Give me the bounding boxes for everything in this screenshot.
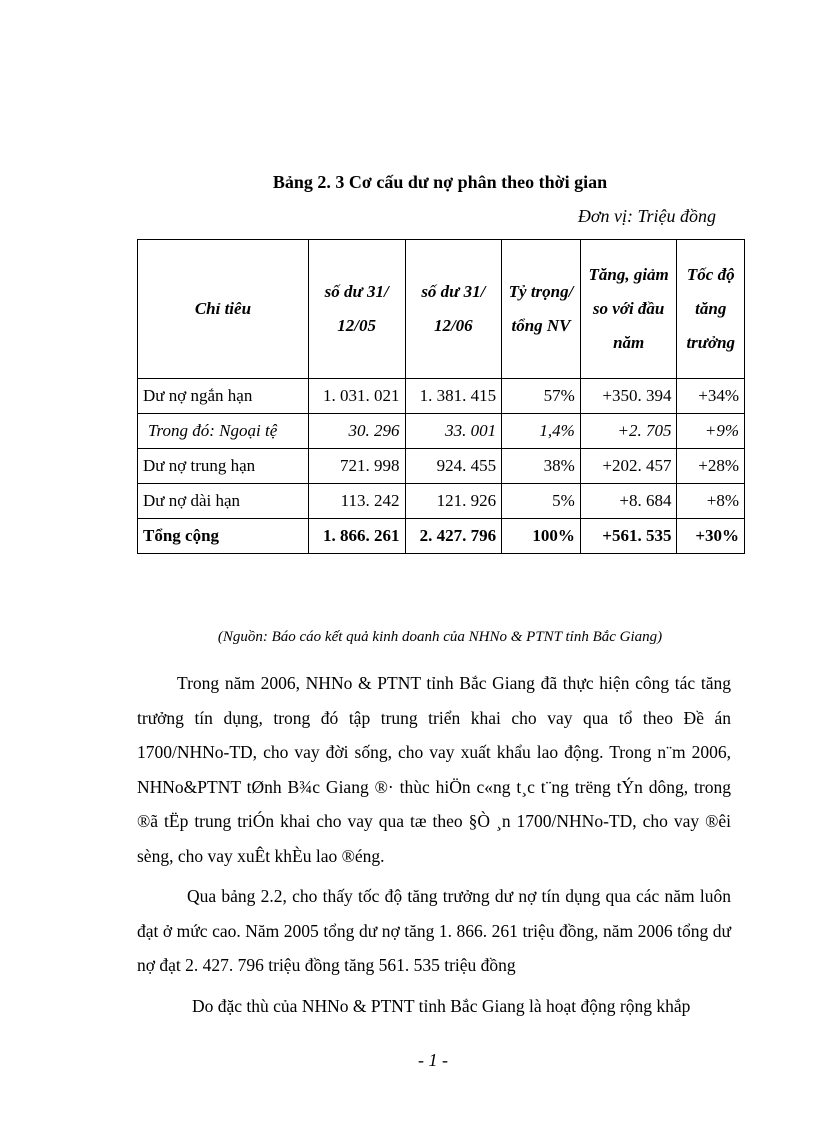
table-cell: +350. 394 xyxy=(580,379,677,414)
table-cell: 57% xyxy=(502,379,581,414)
table-cell: 924. 455 xyxy=(405,449,502,484)
paragraph: Qua bảng 2.2, cho thấy tốc độ tăng trưởng dư nợ tín dụng qua các năm luôn đạt ở mức cao. Năm 2005 tổng dư nợ tăng 1. 866. 261 triệu đồng, năm 2006 tổng dư nợ đạt 2. 427. 796 triệu đồng tăng 561. 535 triệu đồng xyxy=(137,886,731,975)
table-cell: +8% xyxy=(677,484,745,519)
table-cell: 33. 001 xyxy=(405,414,502,449)
table-header-row xyxy=(138,240,745,379)
table-row xyxy=(138,484,745,519)
paragraph: Do đặc thù của NHNo & PTNT tỉnh Bắc Giang là hoạt động rộng khắp xyxy=(192,995,691,1016)
table-cell: 100% xyxy=(502,519,581,554)
table-cell: 2. 427. 796 xyxy=(405,519,502,554)
table-cell: 30. 296 xyxy=(308,414,405,449)
table-cell: 1. 866. 261 xyxy=(308,519,405,554)
debt-structure-table xyxy=(137,239,745,554)
table-cell: +8. 684 xyxy=(580,484,677,519)
header-cell: Tăng, giảm so với đầu năm xyxy=(580,240,677,379)
row-label: Dư nợ ngắn hạn xyxy=(138,379,309,414)
table-cell: +34% xyxy=(677,379,745,414)
table-cell: +9% xyxy=(677,414,745,449)
header-cell: số dư 31/ 12/06 xyxy=(405,240,502,379)
table-cell: 1. 031. 021 xyxy=(308,379,405,414)
header-cell: Chỉ tiêu xyxy=(138,240,309,379)
table-title: Bảng 2. 3 Cơ cấu dư nợ phân theo thời gian xyxy=(272,172,608,192)
row-label: Tổng cộng xyxy=(138,519,309,554)
table-cell: 721. 998 xyxy=(308,449,405,484)
table-cell: 1. 381. 415 xyxy=(405,379,502,414)
table-cell: +28% xyxy=(677,449,745,484)
table-source-note: (Nguồn: Báo cáo kết quả kinh doanh của NHNo & PTNT tỉnh Bắc Giang) xyxy=(217,629,663,645)
table-cell: +30% xyxy=(677,519,745,554)
header-cell: Tỷ trọng/ tổng NV xyxy=(502,240,581,379)
table-total-row xyxy=(138,519,745,554)
page-number: - 1 - xyxy=(418,1050,448,1070)
table-row xyxy=(138,414,745,449)
table-row xyxy=(138,449,745,484)
table-cell: 121. 926 xyxy=(405,484,502,519)
table-row xyxy=(138,379,745,414)
paragraph: Trong năm 2006, NHNo & PTNT tỉnh Bắc Giang đã thực hiện công tác tăng trưởng tín dụng, trong đó tập trung triển khai cho vay qua tổ theo Đề án 1700/NHNo-TD, cho vay đời sống, cho vay xuất khẩu lao động. Trong n¨m 2006, NHNo&PTNT tØnh B¾c Giang ®· thùc hiÖn c«ng t¸c t¨ng trëng tÝn dông, trong ®ã tËp trung triÓn khai cho vay qua tæ theo §Ò ¸n 1700/NHNo-TD, cho vay ®êi sèng, cho vay xuÊt khÈu lao ®éng. xyxy=(137,673,731,866)
table-cell: 5% xyxy=(502,484,581,519)
table-cell: +561. 535 xyxy=(580,519,677,554)
row-label: Dư nợ trung hạn xyxy=(138,449,309,484)
unit-label: Đơn vị: Triệu đồng xyxy=(577,206,716,226)
body-text xyxy=(137,666,731,1023)
table-cell: +2. 705 xyxy=(580,414,677,449)
table-cell: 1,4% xyxy=(502,414,581,449)
table-cell: 113. 242 xyxy=(308,484,405,519)
row-label: Trong đó: Ngoại tệ xyxy=(138,414,309,449)
table-cell: 38% xyxy=(502,449,581,484)
row-label: Dư nợ dài hạn xyxy=(138,484,309,519)
header-cell: số dư 31/ 12/05 xyxy=(308,240,405,379)
table-cell: +202. 457 xyxy=(580,449,677,484)
header-cell: Tốc độ tăng trưởng xyxy=(677,240,745,379)
